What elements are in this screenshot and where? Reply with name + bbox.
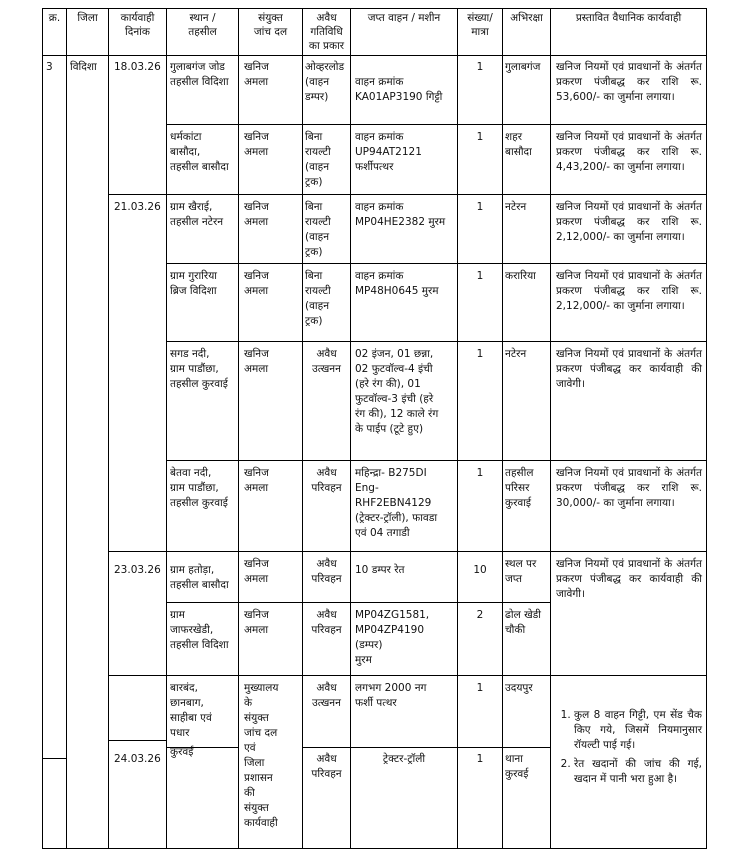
place-cell: बेतवा नदी, ग्राम पाडौंछा, तहसील कुरवाई [170,467,228,509]
team-cell: खनिज अमला [244,270,269,297]
left-margin-mark [42,758,66,759]
activity-cell: बिना रायल्टी (वाहन ट्रक) [305,131,331,188]
column-divider [166,8,167,849]
vehicle-cell: वाहन क्रमांक MP04HE2382 मुरम [355,201,446,228]
row-divider [108,551,706,552]
row-divider [108,194,706,195]
header-place: स्थान / तहसील [188,12,217,38]
table-border-left [42,8,43,849]
action-date: 21.03.26 [114,201,161,213]
vehicle-cell: लगभग 2000 नग फर्शी पत्थर [355,682,427,709]
column-divider [550,8,551,849]
column-divider [350,8,351,849]
vehicle-cell: वाहन क्रमांक UP94AT2121 फर्शीपत्थर [355,131,422,173]
row-divider [302,747,550,748]
row-divider [166,460,706,461]
header-team: संयुक्त जांच दल [253,12,288,38]
header-activity: अवैध गतिविधि का प्रकार [308,12,345,52]
place-cell: गुलाबगंज जोड तहसील विदिशा [170,61,229,88]
activity-cell: अवैध परिवहन [311,467,342,494]
header-custody: अभिरक्षा [510,12,543,24]
proposed-action-cell: खनिज नियमों एवं प्रावधानों के अंतर्गत प्रकरण पंजीबद्ध कर कार्यवाही की जावेगी। [556,558,702,600]
quantity-cell: 1 [476,467,484,479]
action-date: 24.03.26 [114,753,161,765]
activity-cell: अवैध परिवहन [311,609,342,636]
table-border-right [706,8,707,849]
remark-item: 2. रेत खदानों की जांच की गई, खदान में पानी भरा हुआ है। [574,757,702,787]
custody-cell: गुलाबगंज [505,61,541,73]
vehicle-cell: महिन्द्रा- B275DI Eng- RHF2EBN4129 (ट्रेक्टर-ट्रॉली), फावडा एवं 04 तगाडी [355,467,438,539]
vehicle-cell: MP04ZG1581, MP04ZP4190 (डम्पर) मुरम [355,609,430,666]
place-cell: ग्राम हतोड़ा, तहसील बासौदा [170,564,229,591]
activity-cell: अवैध उत्खनन [312,682,341,709]
custody-cell: शहर बासौदा [505,131,532,158]
vehicle-cell: ट्रेक्टर-ट्रॉली [382,753,426,765]
vehicle-cell: वाहन क्रमांक MP48H0645 मुरम [355,270,439,297]
table-border-top [42,8,706,9]
row-divider [166,263,706,264]
team-cell: खनिज अमला [244,131,269,158]
header-quantity: संख्या/ मात्रा [467,12,493,38]
header-vehicle: जप्त वाहन / मशीन [367,12,441,24]
custody-cell: नटेरन [505,348,527,360]
quantity-cell: 1 [476,682,484,694]
header-divider [42,55,706,56]
row-divider [108,675,706,676]
column-divider [502,8,503,849]
district-name: विदिशा [70,61,97,73]
row-divider [108,740,166,741]
custody-cell: स्थल पर जप्त [505,558,537,585]
activity-cell: अवैध परिवहन [311,753,342,780]
activity-cell: अवैध परिवहन [311,558,342,585]
custody-cell: ढोल खेडी चौकी [505,609,542,636]
vehicle-cell: वाहन क्रमांक KA01AP3190 गिट्टी [355,76,443,103]
header-district: जिला [77,12,98,24]
proposed-action-cell: खनिज नियमों एवं प्रावधानों के अंतर्गत प्रकरण पंजीबद्ध कर राशि रू. 53,600/- का जुर्माना लगाया। [556,61,702,103]
remark-item: 1. कुल 8 वाहन गिट्टी, एम सेंड चैक किए गये, जिसमें नियमानुसार रॉयल्टी पाई गई। [574,708,702,753]
proposed-action-cell: खनिज नियमों एवं प्रावधानों के अंतर्गत प्रकरण पंजीबद्ध कर राशि रू. 30,000/- का जुर्माना लगाया। [556,467,702,509]
row-divider [166,602,550,603]
quantity-cell: 1 [476,270,484,282]
header-serial: क्र. [48,12,61,24]
place-cell: ग्राम खैराई, तहसील नटेरन [170,201,224,228]
team-cell: खनिज अमला [244,467,269,494]
column-divider [238,8,239,849]
vehicle-cell: 10 डम्पर रेत [355,564,405,576]
team-cell: मुख्यालय के संयुक्त जांच दल एवं जिला प्रशासन की संयुक्त कार्यवाही [244,682,279,829]
row-divider [166,124,706,125]
action-date: 23.03.26 [114,564,161,576]
column-divider [108,8,109,849]
activity-cell: बिना रायल्टी (वाहन ट्रक) [305,201,331,258]
place-cell: बारबंद, छानबाग, साहीबा एवं पधार [170,682,212,739]
quantity-cell: 1 [476,348,484,360]
activity-cell: बिना रायल्टी (वाहन ट्रक) [305,270,331,327]
quantity-cell: 1 [476,201,484,213]
table-border-bottom [42,848,706,849]
header-proposed-action: प्रस्तावित वैधानिक कार्यवाही [575,12,682,24]
row-divider [166,341,706,342]
quantity-cell: 1 [476,753,484,765]
custody-cell: उदयपुर [505,682,533,694]
custody-cell: नटेरन [505,201,527,213]
proposed-action-cell: खनिज नियमों एवं प्रावधानों के अंतर्गत प्रकरण पंजीबद्ध कर राशि रू. 2,12,000/- का जुर्माना लगाया। [556,201,702,243]
place-cell: कुरवई [170,746,194,758]
action-date: 18.03.26 [114,61,161,73]
team-cell: खनिज अमला [244,348,269,375]
team-cell: खनिज अमला [244,609,269,636]
quantity-cell: 2 [476,609,484,621]
quantity-cell: 1 [476,61,484,73]
remarks-list [560,708,702,791]
quantity-cell: 1 [476,131,484,143]
serial-number: 3 [46,61,53,73]
vehicle-cell: 02 इंजन, 01 छन्ना, 02 फुटवॉल्व-4 इंची (हरे रंग की), 01 फुटवॉल्व-3 इंची (हरे रंग की), 12 काले रंग के पाईप (टूटे हुए) [355,348,439,435]
place-cell: ग्राम गुरारिया ब्रिज विदिशा [170,270,218,297]
place-cell: ग्राम जाफरखेडी, तहसील विदिशा [170,609,229,651]
column-divider [302,8,303,849]
custody-cell: तहसील परिसर कुरवाई [505,467,534,509]
column-divider [66,8,67,849]
team-cell: खनिज अमला [244,61,269,88]
header-action-date: कार्यवाही दिनांक [120,12,155,38]
place-cell: धर्मकांटा बासौदा, तहसील बासौदा [170,131,229,173]
quantity-cell: 10 [473,564,487,576]
team-cell: खनिज अमला [244,201,269,228]
proposed-action-cell: खनिज नियमों एवं प्रावधानों के अंतर्गत प्रकरण पंजीबद्ध कर कार्यवाही की जावेगी। [556,348,702,390]
place-cell: सगड नदी, ग्राम पाडौंछा, तहसील कुरवाई [170,348,228,390]
activity-cell: ओव्हरलोड (वाहन डम्पर) [305,61,345,103]
custody-cell: करारिया [505,270,536,282]
proposed-action-cell: खनिज नियमों एवं प्रावधानों के अंतर्गत प्रकरण पंजीबद्ध कर राशि रू. 4,43,200/- का जुर्माना लगाया। [556,131,702,173]
proposed-action-cell: खनिज नियमों एवं प्रावधानों के अंतर्गत प्रकरण पंजीबद्ध कर राशि रू. 2,12,000/- का जुर्माना लगाया। [556,270,702,312]
custody-cell: थाना कुरवई [505,753,529,780]
activity-cell: अवैध उत्खनन [312,348,341,375]
team-cell: खनिज अमला [244,558,269,585]
